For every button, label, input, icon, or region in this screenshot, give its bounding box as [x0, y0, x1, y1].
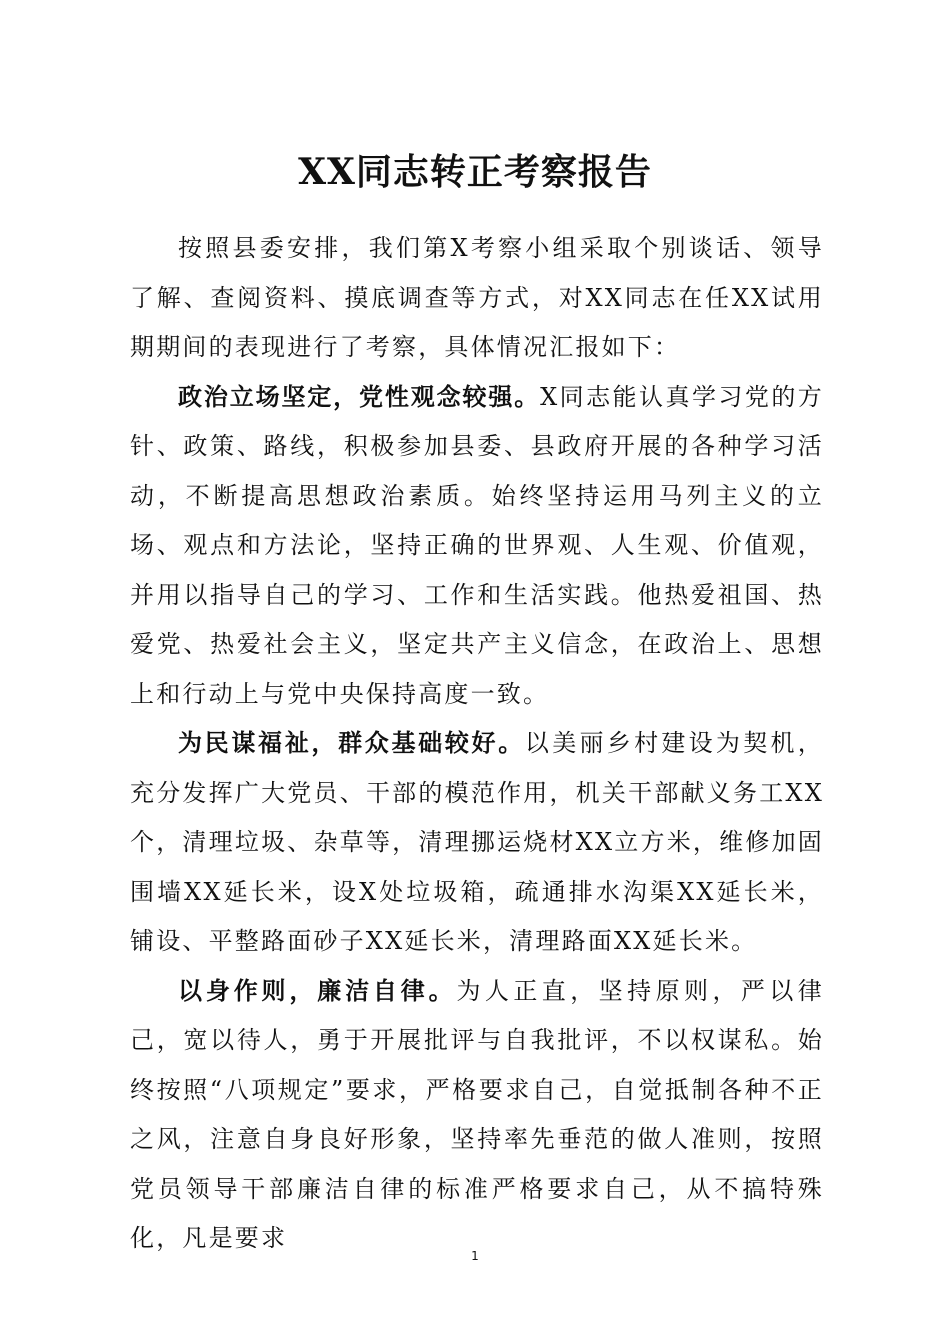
paragraph-lead: 以身作则，廉洁自律。: [178, 976, 457, 1005]
page-number: 1: [471, 1249, 479, 1263]
document-title: XX同志转正考察报告: [298, 151, 652, 193]
paragraph-public-welfare: [130, 719, 824, 967]
paragraph-text: 以美丽乡村建设为契机，充分发挥广大党员、干部的模范作用，机关干部献义务工XX个，清理垃圾、杂草等，清理挪运烧材XX立方米，维修加固围墙XX延长米，设X处垃圾箱，疏通排水沟渠XX延长米，铺设、平整路面砂子XX延长米，清理路面XX延长米。: [130, 729, 824, 955]
document-body: [130, 224, 824, 1264]
paragraph-lead: 政治立场坚定，党性观念较强。: [178, 382, 541, 411]
paragraph-text: X同志能认真学习党的方针、政策、路线，积极参加县委、县政府开展的各种学习活动，不断提高思想政治素质。始终坚持运用马列主义的立场、观点和方法论，坚持正确的世界观、人生观、价值观，并用以指导自己的学习、工作和生活实践。他热爱祖国、热爱党、热爱社会主义，坚定共产主义信念，在政治上、思想上和行动上与党中央保持高度一致。: [130, 382, 824, 708]
paragraph-integrity: [130, 967, 824, 1264]
paragraph-political-stance: [130, 373, 824, 720]
paragraph-intro: [130, 224, 824, 373]
paragraph-text: 为人正直，坚持原则，严以律己，宽以待人，勇于开展批评与自我批评，不以权谋私。始终按照“八项规定”要求，严格要求自己，自觉抵制各种不正之风，注意自身良好形象，坚持率先垂范的做人准则，按照党员领导干部廉洁自律的标准严格要求自己，从不搞特殊化，凡是要求: [130, 976, 824, 1252]
paragraph-text: 按照县委安排，我们第X考察小组采取个别谈话、领导了解、查阅资料、摸底调查等方式，对XX同志在任XX试用期期间的表现进行了考察，具体情况汇报如下：: [130, 234, 824, 361]
paragraph-lead: 为民谋福祉，群众基础较好。: [178, 729, 525, 757]
